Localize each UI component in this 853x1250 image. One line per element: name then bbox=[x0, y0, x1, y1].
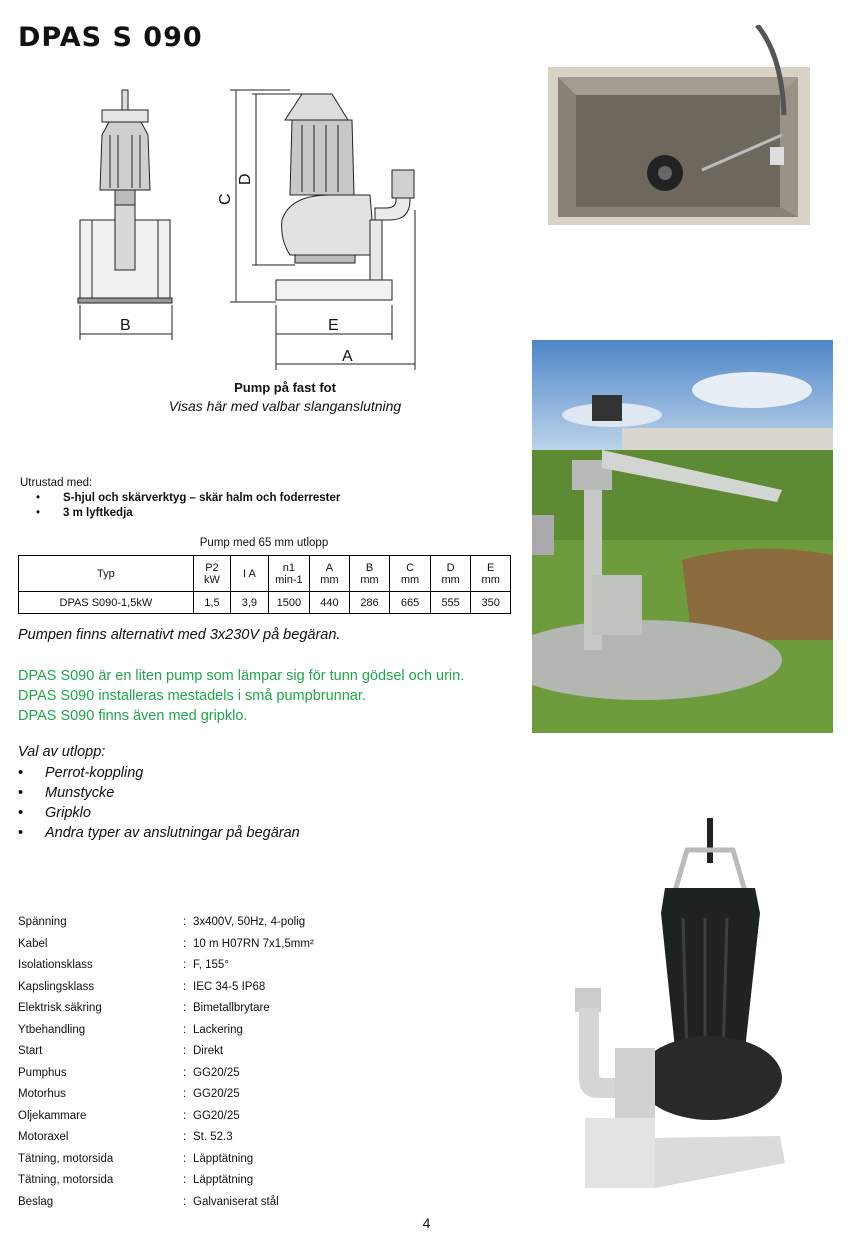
col-header-d: D mm bbox=[430, 556, 471, 592]
property-label: Spänning bbox=[18, 916, 67, 928]
property-value: F, 155° bbox=[193, 959, 229, 971]
property-label: Start bbox=[18, 1045, 43, 1057]
property-value: GG20/25 bbox=[193, 1109, 240, 1122]
property-separator: : bbox=[183, 1088, 187, 1100]
property-separator: : bbox=[183, 1109, 187, 1122]
property-row bbox=[18, 912, 314, 934]
table-cell: 1500 bbox=[268, 592, 310, 614]
col-header-n1: n1 min-1 bbox=[268, 556, 310, 592]
property-row bbox=[18, 1063, 314, 1085]
list-item: • Perrot-koppling bbox=[18, 763, 300, 783]
dim-label-a: A bbox=[342, 348, 353, 365]
property-separator: : bbox=[183, 959, 187, 971]
property-separator: : bbox=[183, 980, 187, 993]
property-label: Isolationsklass bbox=[18, 959, 93, 971]
property-separator: : bbox=[183, 1002, 187, 1014]
property-separator: : bbox=[183, 937, 187, 950]
property-value: GG20/25 bbox=[193, 1066, 240, 1079]
property-separator: : bbox=[183, 1174, 187, 1186]
col-header-current: I A bbox=[231, 556, 268, 592]
technical-properties bbox=[18, 912, 314, 1213]
property-label: Motorhus bbox=[18, 1088, 66, 1100]
list-item: • Munstycke bbox=[18, 783, 300, 803]
property-label: Motoraxel bbox=[18, 1131, 69, 1143]
dim-label-e: E bbox=[328, 317, 339, 334]
property-value: IEC 34-5 IP68 bbox=[193, 980, 266, 993]
drawing-caption-title: Pump på fast fot bbox=[234, 380, 336, 395]
property-value: Bimetallbrytare bbox=[193, 1002, 270, 1014]
property-row bbox=[18, 1192, 314, 1214]
col-header-b: B mm bbox=[349, 556, 390, 592]
spec-table bbox=[18, 555, 511, 614]
property-label: Kabel bbox=[18, 937, 48, 950]
property-value: Lackering bbox=[193, 1023, 243, 1036]
table-cell: 350 bbox=[471, 592, 511, 614]
dim-label-c: C bbox=[217, 193, 234, 205]
table-cell: DPAS S090-1,5kW bbox=[19, 592, 194, 614]
property-separator: : bbox=[183, 1152, 187, 1165]
property-value: Läpptätning bbox=[193, 1174, 254, 1186]
table-cell: 286 bbox=[349, 592, 390, 614]
col-header-c: C mm bbox=[390, 556, 431, 592]
property-value: Galvaniserat stål bbox=[193, 1195, 279, 1208]
photo-pump-installation-field bbox=[532, 340, 833, 733]
property-separator: : bbox=[183, 916, 187, 928]
drawing-caption-subtitle: Visas här med valbar slanganslutning bbox=[168, 398, 402, 414]
description-line: DPAS S090 finns även med gripklo. bbox=[18, 708, 248, 724]
property-value: Läpptätning bbox=[193, 1152, 254, 1165]
dim-label-d: D bbox=[237, 173, 254, 185]
list-item: • Andra typer av anslutningar på begäran bbox=[18, 823, 300, 843]
photo-pump-product bbox=[565, 818, 805, 1208]
property-row bbox=[18, 1170, 314, 1192]
equipment-heading: Utrustad med: bbox=[20, 477, 93, 489]
product-description bbox=[18, 666, 464, 726]
property-label: Tätning, motorsida bbox=[18, 1174, 114, 1186]
property-row bbox=[18, 1084, 314, 1106]
property-label: Pumphus bbox=[18, 1066, 67, 1079]
property-label: Ytbehandling bbox=[18, 1023, 86, 1036]
property-row bbox=[18, 998, 314, 1020]
property-label: Kapslingsklass bbox=[18, 980, 95, 993]
description-line: DPAS S090 installeras mestadels i små pumpbrunnar. bbox=[18, 688, 366, 704]
property-separator: : bbox=[183, 1066, 187, 1079]
page-number: 4 bbox=[422, 1215, 431, 1231]
col-header-e: E mm bbox=[471, 556, 511, 592]
table-cell: 555 bbox=[430, 592, 471, 614]
table-cell: 1,5 bbox=[193, 592, 230, 614]
property-separator: : bbox=[183, 1045, 187, 1057]
property-row bbox=[18, 977, 314, 999]
outlet-list bbox=[18, 763, 300, 843]
property-value: GG20/25 bbox=[193, 1088, 240, 1100]
property-row bbox=[18, 1149, 314, 1171]
property-value: 10 m H07RN 7x1,5mm² bbox=[193, 937, 314, 950]
property-row bbox=[18, 934, 314, 956]
property-label: Elektrisk säkring bbox=[18, 1002, 102, 1014]
property-row bbox=[18, 1020, 314, 1042]
list-item: • 3 m lyftkedja bbox=[36, 506, 340, 521]
table-caption: Pump med 65 mm utlopp bbox=[199, 537, 329, 549]
table-cell: 665 bbox=[390, 592, 431, 614]
page-title: DPAS S 090 bbox=[18, 22, 203, 53]
alternative-voltage-note: Pumpen finns alternativt med 3x230V på begäran. bbox=[18, 627, 341, 643]
property-row bbox=[18, 1106, 314, 1128]
photo-pump-in-well bbox=[542, 25, 817, 230]
property-value: Direkt bbox=[193, 1045, 224, 1057]
property-row bbox=[18, 1127, 314, 1149]
col-header-typ: Typ bbox=[19, 556, 194, 592]
property-label: Tätning, motorsida bbox=[18, 1152, 114, 1165]
property-value: 3x400V, 50Hz, 4-polig bbox=[193, 916, 306, 928]
description-line: DPAS S090 är en liten pump som lämpar sig för tunn gödsel och urin. bbox=[18, 668, 465, 684]
property-separator: : bbox=[183, 1023, 187, 1036]
property-row bbox=[18, 1041, 314, 1063]
property-value: St. 52.3 bbox=[193, 1131, 233, 1143]
table-cell: 3,9 bbox=[231, 592, 268, 614]
col-header-p2: P2 kW bbox=[193, 556, 230, 592]
col-header-a: A mm bbox=[310, 556, 350, 592]
property-label: Beslag bbox=[18, 1195, 54, 1208]
equipment-list bbox=[36, 491, 340, 521]
property-label: Oljekammare bbox=[18, 1109, 87, 1122]
outlet-heading: Val av utlopp: bbox=[18, 744, 106, 760]
property-row bbox=[18, 955, 314, 977]
property-separator: : bbox=[183, 1131, 187, 1143]
list-item: • S-hjul och skärverktyg – skär halm och foderrester bbox=[36, 491, 340, 506]
property-separator: : bbox=[183, 1195, 187, 1208]
list-item: • Gripklo bbox=[18, 803, 300, 823]
table-cell: 440 bbox=[310, 592, 350, 614]
pump-dimension-drawing bbox=[70, 80, 430, 380]
table-row bbox=[19, 592, 511, 614]
dim-label-b: B bbox=[120, 317, 131, 334]
table-header-row bbox=[19, 556, 511, 592]
